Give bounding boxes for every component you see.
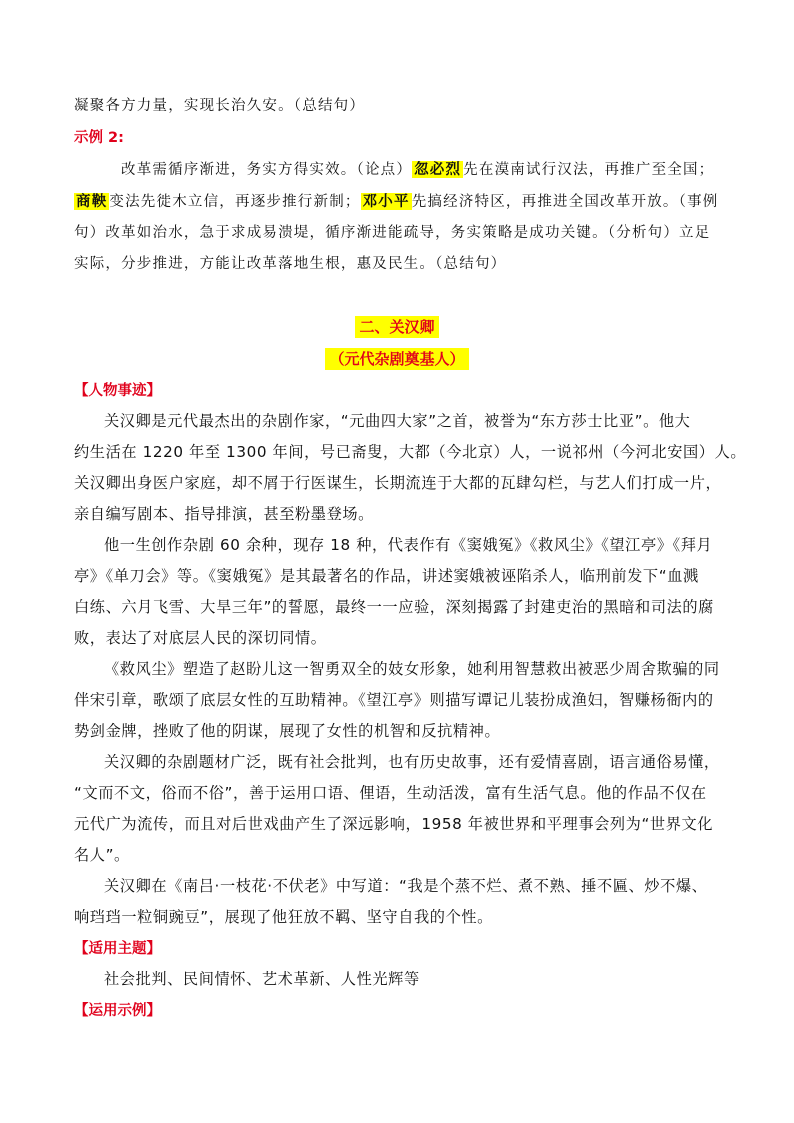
body-line: “文而不文，俗而不俗”，善于运用口语、俚语，生动活泼，富有生活气息。他的作品不仅在: [74, 784, 707, 802]
example-2-label: 示例 2:: [74, 130, 124, 146]
example-text: 改革需循序渐进，务实方得实效。（论点）: [121, 162, 413, 178]
body-line: 约生活在 1220 年至 1300 年间，号已斋叟，大都（今北京）人，一说祁州（今河北安国）人。: [74, 443, 747, 461]
highlight-name: 商鞅: [76, 193, 108, 210]
section-subtitle: [0, 348, 794, 369]
example-text: 变法先徙木立信，再逐步推行新制；: [109, 194, 361, 210]
body-line: 关汉卿在《南吕·一枝花·不伏老》中写道：“我是个蒸不烂、煮不熟、捶不匾、炒不爆、: [104, 877, 708, 895]
body-line: 势剑金牌，挫败了他的阴谋，展现了女性的机智和反抗精神。: [74, 722, 501, 740]
example-line-3: 句）改革如治水，急于求成易溃堤，循序渐进能疏导，务实策略是成功关键。（分析句）立足: [74, 225, 711, 241]
body-line: 白练、六月飞雪、大旱三年”的誓愿，最终一一应验，深刻揭露了封建吏治的黑暗和司法的腐: [74, 598, 714, 616]
highlight-name: 忽必烈: [414, 161, 462, 178]
body-line: 亭》《单刀会》等。《窦娥冤》是其最著名的作品，讲述窦娥被诬陷杀人，临刑前发下“血溅: [74, 567, 699, 585]
section-title-text: 二、关汉卿: [355, 316, 438, 338]
example-line-4: 实际，分步推进，方能让改革落地生根，惠及民生。（总结句）: [74, 256, 507, 272]
body-line: 他一生创作杂剧 60 余种，现存 18 种，代表作有《窦娥冤》《救风尘》《望江亭》《拜月: [104, 536, 713, 554]
body-line: 元代广为流传，而且对后世戏曲产生了深远影响，1958 年被世界和平理事会列为“世界文化: [74, 815, 714, 833]
heading-examples: 【运用示例】: [74, 1003, 161, 1019]
example-line-1: [121, 158, 714, 179]
example-text: 先在漠南试行汉法，再推广至全国；: [463, 162, 715, 178]
section-title: [0, 316, 794, 337]
heading-themes: 【适用主题】: [74, 941, 161, 957]
closing-line: 凝聚各方力量，实现长治久安。（总结句）: [74, 98, 366, 114]
body-line: 名人”。: [74, 846, 130, 864]
example-text: 先搞经济特区，再推进全国改革开放。（事例: [411, 194, 719, 210]
heading-deeds: 【人物事迹】: [74, 383, 161, 399]
body-line: 关汉卿的杂剧题材广泛，既有社会批判，也有历史故事，还有爱情喜剧，语言通俗易懂，: [104, 753, 720, 771]
example-line-2: [74, 190, 718, 211]
themes-text: 社会批判、民间情怀、艺术革新、人性光辉等: [104, 970, 420, 988]
body-line: 伴宋引章，歌颂了底层女性的互助精神。《望江亭》则描写谭记儿装扮成渔妇，智赚杨衙内的: [74, 691, 714, 709]
body-line: 响珰珰一粒铜豌豆”，展现了他狂放不羁、坚守自我的个性。: [74, 908, 493, 926]
body-line: 关汉卿是元代最杰出的杂剧作家，“元曲四大家”之首，被誉为“东方莎士比亚”。他大: [104, 412, 691, 430]
highlight-name: 邓小平: [362, 193, 410, 210]
body-line: 亲自编写剧本、指导排演，甚至粉墨登场。: [74, 505, 374, 523]
body-line: 《救风尘》塑造了赵盼儿这一智勇双全的妓女形象，她利用智慧救出被恶少周舍欺骗的同: [104, 660, 720, 678]
body-line: 关汉卿出身医户家庭，却不屑于行医谋生，长期流连于大都的瓦肆勾栏，与艺人们打成一片，: [74, 474, 722, 492]
section-subtitle-text: （元代杂剧奠基人）: [325, 348, 468, 370]
body-line: 败，表达了对底层人民的深切同情。: [74, 629, 327, 647]
